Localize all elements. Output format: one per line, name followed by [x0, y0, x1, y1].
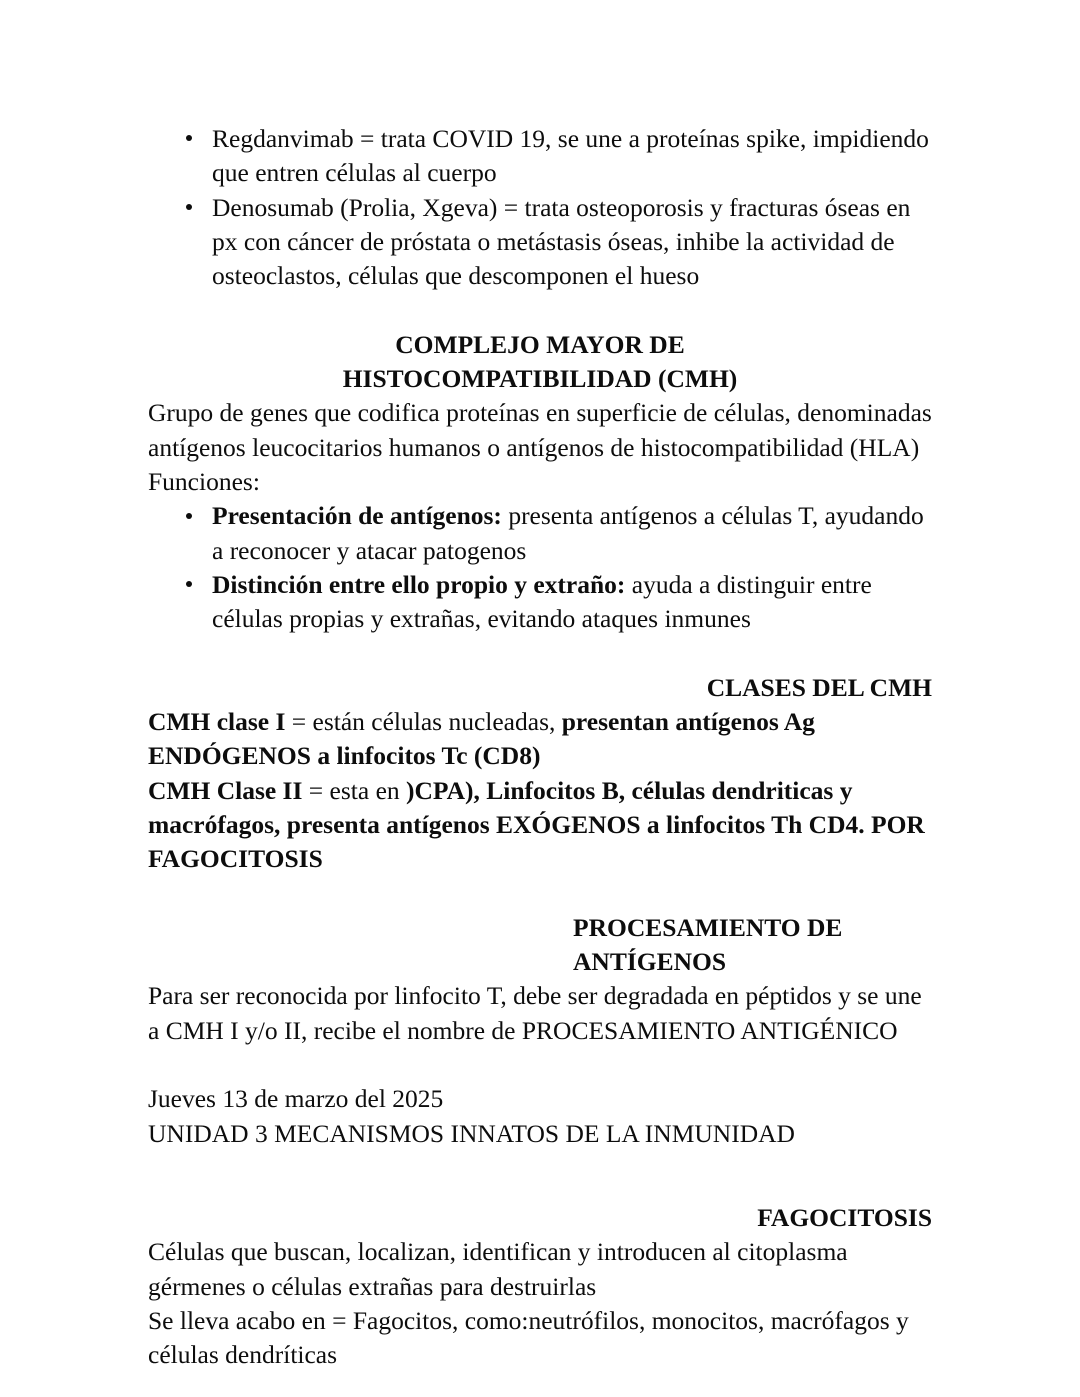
fagocitosis-paragraph-2: Se lleva acabo en = Fagocitos, como:neutrófilos, monocitos, macrófagos y células dendríticas — [148, 1305, 909, 1370]
funciones-label: Funciones: — [148, 466, 260, 496]
clases-heading: CLASES DEL CMH — [706, 672, 932, 702]
list-item-text: Denosumab (Prolia, Xgeva) = trata osteoporosis y fracturas óseas en px con cáncer de próstata o metástasis óseas, inhibe la actividad de osteoclastos, células que descomponen el hueso — [212, 192, 911, 291]
list-item-lead: Distinción entre ello propio y extraño: — [212, 569, 626, 599]
document-body — [148, 122, 932, 1372]
fagocitosis-paragraph-1: Células que buscan, localizan, identifican y introducen al citoplasma gérmenes o células extrañas para destruirlas — [148, 1237, 848, 1301]
unit-title: UNIDAD 3 MECANISMOS INNATOS DE LA INMUNIDAD — [148, 1118, 795, 1148]
list-item-text: presenta antígenos a células T, ayudando a reconocer y atacar patogenos — [212, 501, 924, 565]
funciones-bullet-list — [148, 499, 932, 636]
bullet-dot-icon — [186, 204, 192, 210]
procesamiento-heading-line-2: ANTÍGENOS — [573, 947, 727, 977]
clase-ii-bold-tail: )CPA), Linfocitos B, células dendriticas y macrófagos, presenta antígenos EXÓGENOS a linfocitos Th CD4. POR FAGOCITOSIS — [148, 775, 925, 874]
list-item — [148, 499, 932, 568]
section-gap-small — [148, 1185, 932, 1201]
section-gap — [148, 1151, 932, 1185]
cmh-heading-line-2: HISTOCOMPATIBILIDAD (CMH) — [342, 364, 738, 394]
list-item-text: ayuda a distinguir entre células propias y extrañas, evitando ataques inmunes — [212, 569, 872, 634]
bullet-dot-icon — [186, 513, 192, 519]
bullet-dot-icon — [186, 581, 192, 587]
cmh-paragraph: Grupo de genes que codifica proteínas en superficie de células, denominadas antígenos leucocitarios humanos o antígenos de histocompatibilidad (HLA) — [148, 398, 932, 462]
clase-i-lead: CMH clase I — [148, 707, 286, 737]
clase-ii-paragraph — [148, 774, 932, 877]
list-item — [148, 191, 932, 294]
clase-ii-lead: CMH Clase II — [148, 775, 303, 805]
bullet-dot-icon — [186, 135, 192, 141]
clase-i-paragraph — [148, 705, 932, 774]
clase-i-regular: = están células nucleadas, — [285, 707, 562, 737]
section-gap — [148, 877, 932, 911]
list-item — [148, 122, 932, 191]
clase-ii-regular: = esta en — [302, 775, 407, 805]
list-item-lead: Presentación de antígenos: — [212, 501, 502, 531]
fagocitosis-heading: FAGOCITOSIS — [757, 1203, 932, 1232]
section-gap — [148, 636, 932, 670]
class-date: Jueves 13 de marzo del 2025 — [148, 1084, 444, 1114]
list-item-text: Regdanvimab = trata COVID 19, se une a proteínas spike, impidiendo que entren células al cuerpo — [212, 124, 929, 188]
section-gap — [148, 1048, 932, 1082]
procesamiento-paragraph: Para ser reconocida por linfocito T, debe ser degradada en péptidos y se une a CMH I y/o II, recibe el nombre de PROCESAMIENTO ANTIGÉNICO — [148, 981, 922, 1045]
list-item — [148, 568, 932, 637]
procesamiento-heading-line-1: PROCESAMIENTO DE — [573, 912, 843, 942]
clase-i-bold-tail: presentan antígenos Ag ENDÓGENOS a linfocitos Tc (CD8) — [148, 707, 815, 771]
intro-bullet-list — [148, 122, 932, 293]
cmh-heading-line-1: COMPLEJO MAYOR DE — [395, 329, 685, 359]
section-gap — [148, 293, 932, 327]
